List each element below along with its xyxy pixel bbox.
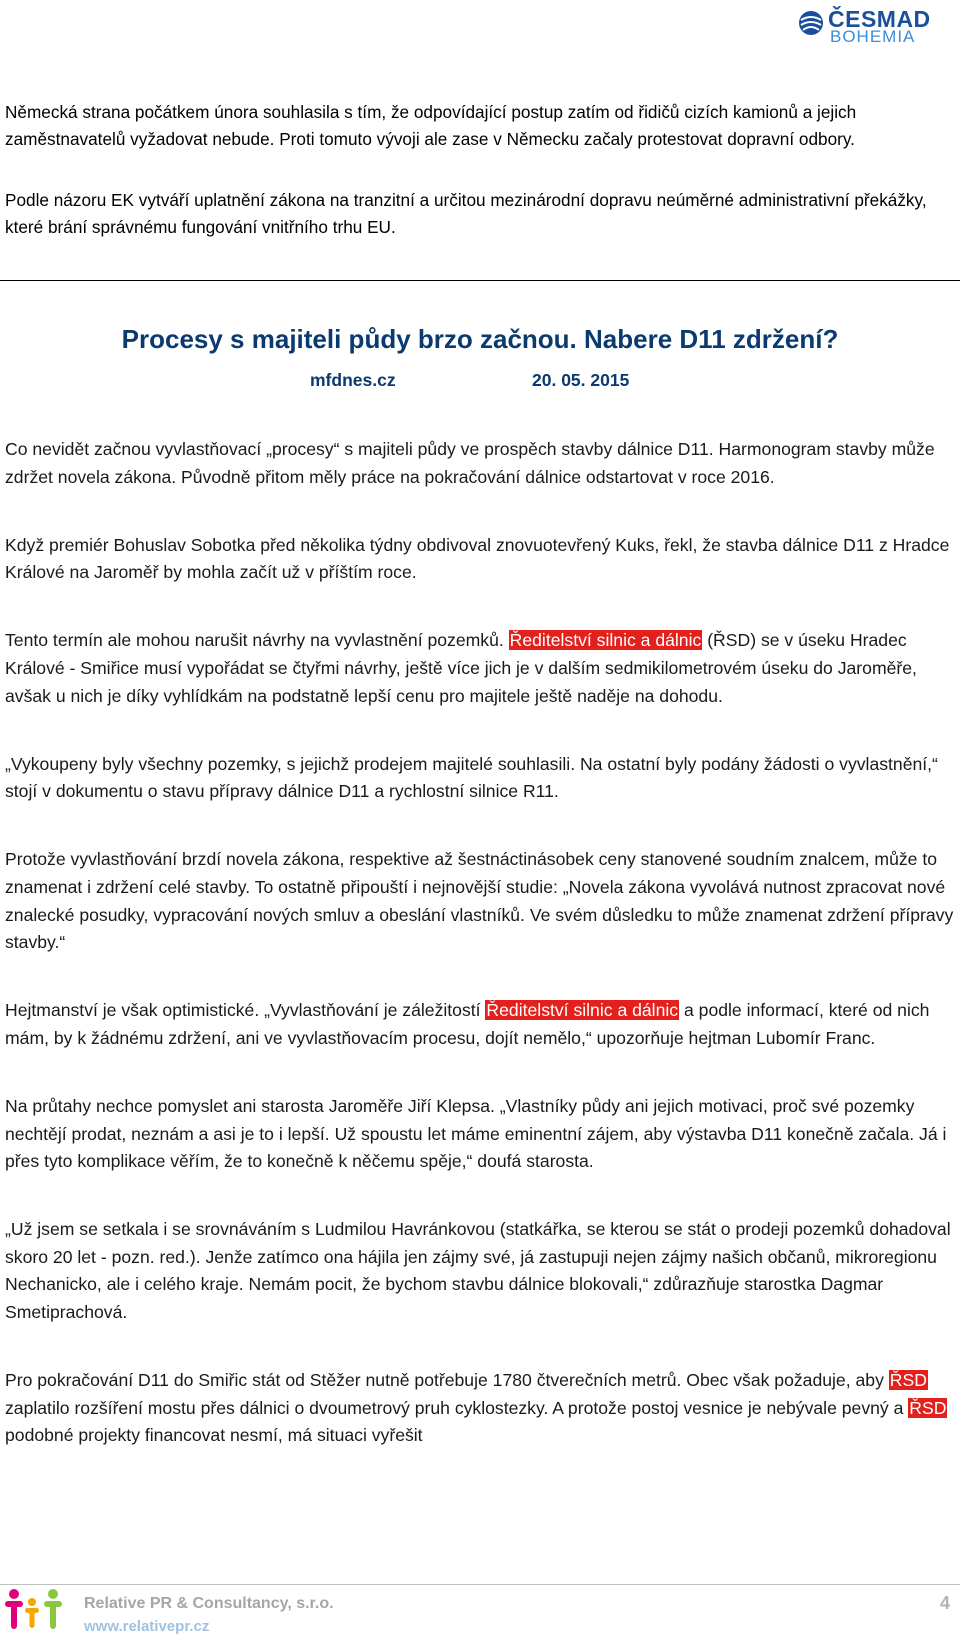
highlight-rsd-full: Ředitelství silnic a dálnic [509, 630, 702, 651]
paragraph-text: Pro pokračování D11 do Smiřic stát od Stěžer nutně potřebuje 1780 čtverečních metrů. Obec však požaduje, aby [5, 1370, 889, 1391]
paragraph-text: podobné projekty financovat nesmí, má situaci vyřešit [5, 1425, 423, 1446]
logo-text-top: ČESMAD [828, 6, 931, 32]
article-paragraph-7: Na průtahy nechce pomyslet ani starosta Jaroměře Jiří Klepsa. „Vlastníky půdy ani jejich motivaci, proč své pozemky nechtějí prodat, neznám a asi je to i lepší. Už spoustu let máme eminentní zájem, aby výstavba D11 konečně začala. Já i přes tyto komplikace věřím, že to konečně k něčemu spěje,“ doufá starosta. [5, 1095, 947, 1172]
footer-divider [0, 1584, 960, 1585]
article-paragraph-3 [5, 627, 957, 710]
intro-paragraph-2: Podle názoru EK vytváří uplatnění zákona na tranzitní a určitou mezinárodní dopravu neúměrné administrativní překážky, které brání správnému fungování vnitřního trhu EU. [5, 190, 927, 237]
intro-paragraph-1: Německá strana počátkem února souhlasila s tím, že odpovídající postup zatím od řidičů cizích kamionů a jejich zaměstnavatelů vyžadovat nebude. Proti tomuto vývoji ale zase v Německu začaly protestovat dopravní odbory. [5, 102, 857, 149]
article-date: 20. 05. 2015 [532, 370, 630, 390]
article-paragraph-8: „Už jsem se setkala i se srovnáváním s Ludmilou Havránkovou (statkářka, se kterou se stát o prodeji pozemků dohadoval skoro 20 let - pozn. red.). Jenže zatímco ona hájila jen zájmy své, já zastupuji nejen zájmy našich občanů, mikroregionu Nechanicko, ale i celého kraje. Nemám pocit, že bychom stavbu dálnice blokovali,“ zdůrazňuje starostka Dagmar Smetiprachová. [5, 1219, 951, 1322]
article-paragraph-2: Když premiér Bohuslav Sobotka před několika týdny obdivoval znovuotevřený Kuks, řekl, že stavba dálnice D11 z Hradce Králové na Jaroměř by mohla začít už v příštím roce. [5, 534, 950, 583]
relative-pr-people-icon [4, 1588, 66, 1632]
article-paragraph-1: Co nevidět začnou vyvlastňovací „procesy“ s majiteli půdy ve prospěch stavby dálnice D11. Harmonogram stavby může zdržet novela zákona. Původně přitom měly práce na pokračování dálnice odstartovat v roce 2016. [5, 439, 935, 487]
article-source: mfdnes.cz [310, 370, 396, 390]
paragraph-text: a podle informací, které od nich mám, by k žádnému zdržení, ani ve vyvlastňovacím procesu, dojít nemělo,“ upozorňuje hejtman Lubomír Franc. [5, 1000, 930, 1048]
article-paragraph-4: „Vykoupeny byly všechny pozemky, s jejichž prodejem majitelé souhlasili. Na ostatní byly podány žádosti o vyvlastnění,“ stojí v dokumentu o stavu přípravy dálnice D11 a rychlostní silnice R11. [5, 753, 938, 802]
cesmad-globe-icon [798, 10, 824, 36]
footer-website-link[interactable]: www.relativepr.cz [84, 1618, 210, 1635]
paragraph-text: Hejtmanství je však optimistické. „Vyvlastňování je záležitostí [5, 1000, 486, 1021]
highlight-rsd-full: Ředitelství silnic a dálnic [486, 1000, 679, 1021]
logo-text-bottom: BOHEMIA [830, 27, 916, 46]
paragraph-text: Tento termín ale mohou narušit návrhy na vyvlastnění pozemků. [5, 630, 509, 651]
page-number: 4 [940, 1593, 951, 1613]
article-paragraph-9 [5, 1367, 957, 1450]
highlight-rsd-abbr: ŘSD [909, 1397, 947, 1418]
section-divider [0, 280, 960, 281]
article-paragraph-6 [5, 997, 957, 1052]
article-headline: Procesy s majiteli půdy brzo začnou. Nabere D11 zdržení? [121, 324, 839, 354]
paragraph-text: (ŘSD) se v úseku Hradec Králové - Smiřice musí vypořádat se čtyřmi návrhy, ještě více jich je v dalším sedmikilometrovém úseku do Jaroměře, avšak u nich je díky vyhlídkám na podstatně lepší cenu pro majitele ještě naděje na dohodu. [5, 630, 917, 706]
article-paragraph-5: Protože vyvlastňování brzdí novela zákona, respektive až šestnáctinásobek ceny stanovené soudním znalcem, může to znamenat i zdržení celé stavby. To ostatně připouští i nejnovější studie: „Novela zákona vyvolává nutnost zpracovat nové znalecké posudky, vypracování nových smluv a obeslání vlastníků. Ve svém důsledku to může znamenat zdržení přípravy stavby.“ [5, 849, 954, 953]
highlight-rsd-abbr: ŘSD [889, 1370, 927, 1391]
article-body [5, 436, 957, 1490]
footer-company-name: Relative PR & Consultancy, s.r.o. [84, 1595, 334, 1612]
cesmad-logo [798, 8, 956, 44]
paragraph-text: zaplatilo rozšíření mostu přes dálnici o dvoumetrový pruh cyklostezky. A protože postoj vesnice je nebývale pevný a [5, 1397, 909, 1418]
